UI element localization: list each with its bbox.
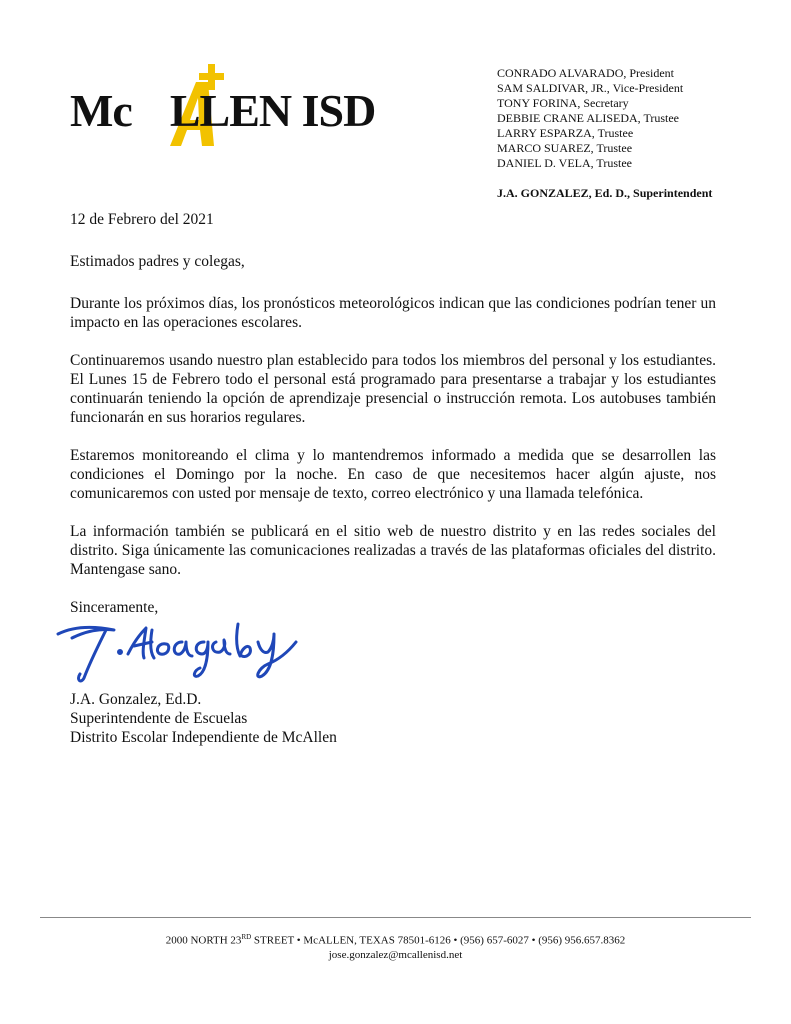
board-of-trustees bbox=[497, 66, 683, 171]
board-member: LARRY ESPARZA, Trustee bbox=[497, 126, 634, 140]
letter-date: 12 de Febrero del 2021 bbox=[70, 211, 214, 228]
signer-title: Superintendente de Escuelas bbox=[70, 710, 248, 727]
address-ordinal: RD bbox=[241, 933, 252, 941]
board-member: DEBBIE CRANE ALISEDA, Trustee bbox=[497, 111, 680, 125]
signer-name: J.A. Gonzalez, Ed.D. bbox=[70, 691, 202, 708]
superintendent-line: J.A. GONZALEZ, Ed. D., Superintendent bbox=[497, 186, 713, 200]
closing: Sinceramente, bbox=[70, 599, 159, 616]
logo-mc: Mc bbox=[70, 85, 132, 136]
mcallen-isd-logo bbox=[70, 62, 380, 152]
board-member: MARCO SUAREZ, Trustee bbox=[497, 141, 633, 155]
salutation: Estimados padres y colegas, bbox=[70, 253, 245, 270]
logo-wordmark bbox=[70, 84, 375, 137]
signer-block bbox=[70, 690, 337, 747]
signer-org: Distrito Escolar Independiente de McAllen bbox=[70, 729, 337, 746]
footer-divider bbox=[40, 917, 751, 918]
address-rest: STREET • McALLEN, TEXAS 78501-6126 • (956) 657-6027 • (956) 956.657.8362 bbox=[251, 934, 626, 947]
paragraph: Estaremos monitoreando el clima y lo mantendremos informado a medida que se desarrollen las condiciones el Domingo por la noche. En caso de que necesitemos hacer algún ajuste, nos comunicaremos con usted por mensaje de texto, correo electrónico y una llamada telefónica. bbox=[70, 447, 716, 502]
logo-a bbox=[132, 84, 170, 137]
paragraph: Durante los próximos días, los pronósticos meteorológicos indican que las condiciones podrían tener un impacto en las operaciones escolares. bbox=[70, 295, 716, 331]
logo-rest: LLEN ISD bbox=[169, 85, 376, 136]
address-start: 2000 NORTH 23 bbox=[165, 934, 242, 947]
board-member: CONRADO ALVARADO, President bbox=[497, 66, 675, 80]
footer-email: jose.gonzalez@mcallenisd.net bbox=[328, 948, 463, 961]
footer-address bbox=[40, 930, 751, 948]
signature bbox=[54, 612, 304, 687]
paragraph: Continuaremos usando nuestro plan establecido para todos los miembros del personal y los estudiantes. El Lunes 15 de Febrero todo el personal está programado para presentarse a trabajar y los estudiantes continuarán teniendo la opción de aprendizaje presencial o instrucción remota. Los autobuses también funcionarán en sus horarios regulares. bbox=[70, 352, 716, 426]
board-member: TONY FORINA, Secretary bbox=[497, 96, 629, 110]
footer bbox=[40, 930, 751, 962]
letter-body bbox=[70, 210, 716, 617]
board-member: DANIEL D. VELA, Trustee bbox=[497, 156, 632, 170]
paragraph: La información también se publicará en el sitio web de nuestro distrito y en las redes sociales del distrito. Siga únicamente las comunicaciones realizadas a través de las plataformas oficiales del distrito. Mantengase sano. bbox=[70, 523, 716, 578]
board-member: SAM SALDIVAR, JR., Vice-President bbox=[497, 81, 684, 95]
